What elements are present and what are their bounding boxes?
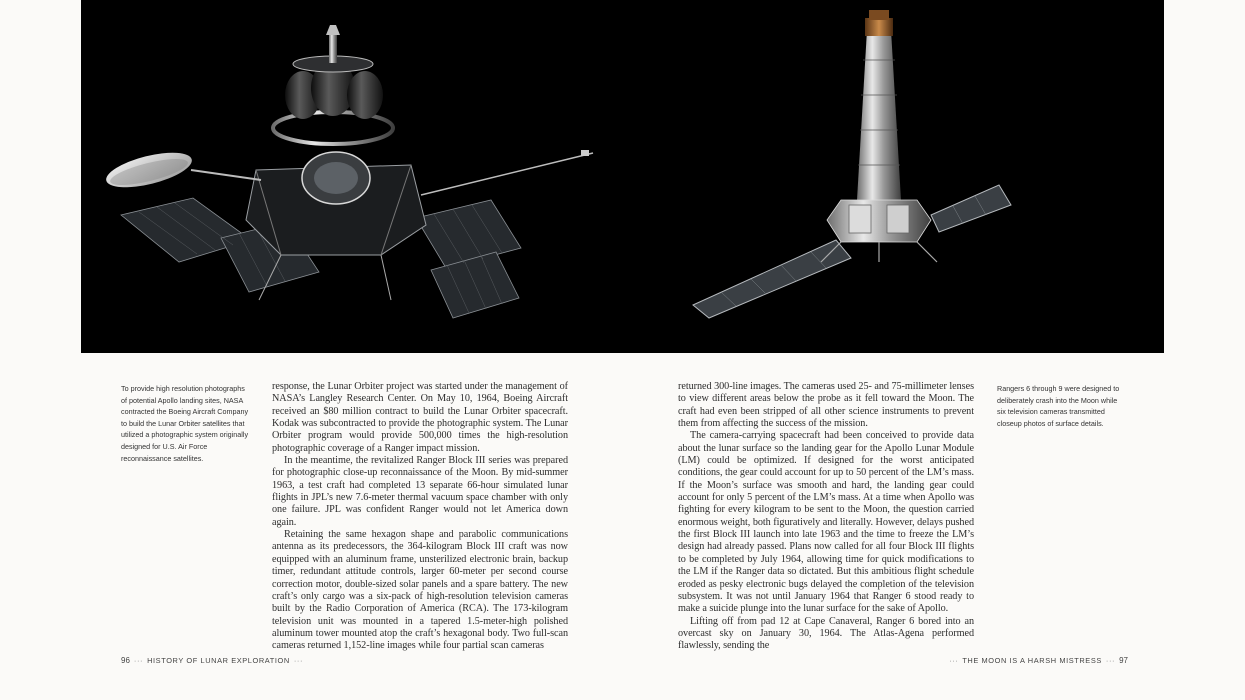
paragraph: Retaining the same hexagon shape and parabolic communications antenna as its predecessors, the 364-kilogram Block III craft was now equipped with an aluminum frame, unsterilized electronic brain, backup timer, redundant attitude controls, larger 60-meter per second course correction motor, double-sized solar panels and a spare battery. The new craft’s only cargo was a six-pack of high-resolution television cameras built by the Radio Corporation of America (RCA). The 173-kilogram television unit was mounted in a tapered 1.5-meter-high polished aluminum tower mounted atop the craft’s hexagonal body. Two full-scan cameras returned 1,152-line images while four partial scan cameras bbox=[272, 529, 568, 652]
footer-dots: ··· bbox=[1105, 656, 1116, 665]
photo-caption-right bbox=[997, 383, 1127, 429]
lunar-orbiter-image bbox=[103, 25, 593, 318]
footer-left bbox=[121, 656, 307, 665]
photo-caption-left bbox=[121, 383, 251, 464]
running-title-right: THE MOON IS A HARSH MISTRESS bbox=[962, 656, 1102, 665]
footer-dots: ··· bbox=[293, 656, 304, 665]
ranger-spacecraft-image bbox=[693, 10, 1011, 318]
text-column-left bbox=[272, 381, 568, 653]
paragraph: returned 300-line images. The cameras used 25- and 75-millimeter lenses to view different areas below the probe as it fell toward the Moon. The craft had even been stripped of all other science instruments to prevent them from affecting the success of the mission. bbox=[678, 381, 974, 430]
footer-dots: ··· bbox=[949, 656, 959, 665]
page-number-left: 96 bbox=[121, 656, 130, 665]
spacecraft-photo-spread bbox=[81, 0, 1164, 353]
paragraph: In the meantime, the revitalized Ranger Block III series was prepared for photographic close-up reconnaissance of the Moon. By mid-summer 1963, a test craft had completed 13 separate 66-hour simulated lunar flights in JPL’s new 7.6-meter thermal vacuum space chamber with only one failure. JPL was confident Ranger would not let America down again. bbox=[272, 455, 568, 528]
caption-text: To provide high resolution photographs of potential Apollo landing sites, NASA contracted the Boeing Aircraft Company to build the Lunar Orbiter satellites that utilized a photographic system originally designed for U.S. Air Force reconnaissance satellites. bbox=[121, 384, 249, 463]
paragraph: Lifting off from pad 12 at Cape Canaveral, Ranger 6 bored into an overcast sky on January 30, 1964. The Atlas-Agena performed flawlessly, sending the bbox=[678, 615, 974, 652]
footer-dots: ··· bbox=[133, 656, 144, 665]
text-column-right bbox=[678, 381, 974, 653]
caption-text: Rangers 6 through 9 were designed to deliberately crash into the Moon while six television cameras transmitted closeup photos of surface details. bbox=[997, 384, 1120, 428]
page-number-right: 97 bbox=[1119, 656, 1128, 665]
paragraph: The camera-carrying spacecraft had been conceived to provide data about the lunar surface so the landing gear for the Apollo Lunar Module (LM) could be optimized. If designed for the worst anticipated conditions, the gear could account for up to 50 percent of the LM’s mass. If the Moon’s surface was smooth and hard, the landing gear could account for only 5 percent of the LM’s mass. At a time when Apollo was fighting for every kilogram to be sent to the Moon, the question carried enormous weight, both figuratively and literally. However, delays pushed the first Block III launch into late 1963 and the time to freeze the LM’s design had already passed. Plans now called for all four Block III flights to be completed by July 1964, allowing time for quick modifications to the LM if the Ranger data so dictated. But this ambitious flight schedule eroded as pesky electronic bugs delayed the completion of the television subsystem. It was not until January 1964 that Ranger 6 stood ready to make a suicide plunge into the lunar surface for the sake of Apollo. bbox=[678, 430, 974, 615]
running-title-left: HISTORY OF LUNAR EXPLORATION bbox=[147, 656, 290, 665]
footer-right bbox=[945, 656, 1128, 665]
paragraph: response, the Lunar Orbiter project was started under the management of NASA’s Langley Research Center. On May 10, 1964, Boeing Aircraft received an $80 million contract to build the Lunar Orbiter spacecraft. Kodak was subcontracted to provide the photographic system. The Lunar Orbiter program would provide 500,000 times the high-resolution photographic coverage of a Ranger impact mission. bbox=[272, 381, 568, 454]
